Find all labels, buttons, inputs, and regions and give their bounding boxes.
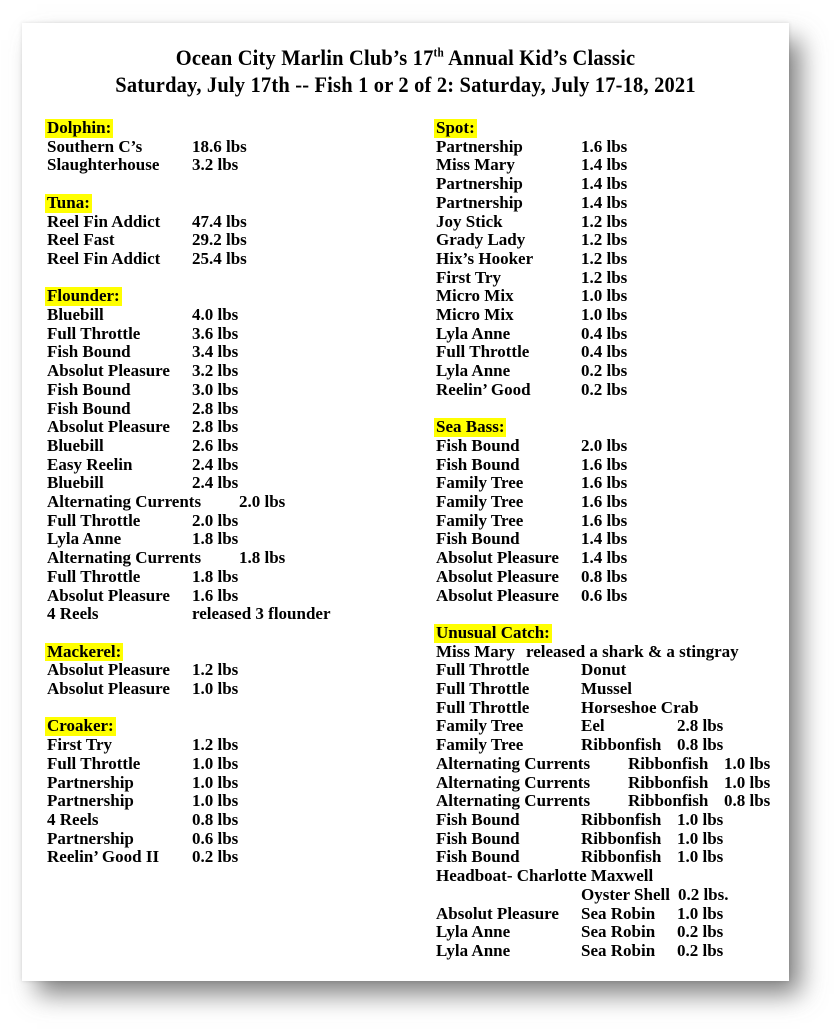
result-value: 1.2 lbs: [192, 660, 239, 680]
result-value: 0.8 lbs: [192, 809, 239, 829]
weight: 0.2 lbs: [677, 922, 724, 942]
boat-name: Absolut Pleasure: [47, 361, 170, 381]
result-row: [436, 437, 789, 456]
title-ordinal-superscript: th: [433, 45, 444, 60]
catch-type: Sea Robin: [581, 940, 656, 960]
results-column-right: [436, 119, 789, 979]
result-row: [436, 250, 789, 269]
result-value: 1.0 lbs: [581, 286, 628, 306]
boat-name: Partnership: [436, 174, 523, 194]
boat-name: Lyla Anne: [436, 940, 511, 960]
result-row: [436, 530, 789, 549]
result-row: [436, 343, 789, 362]
boat-name: Family Tree: [436, 473, 524, 493]
result-row: [436, 848, 789, 867]
boat-name: Full Throttle: [47, 510, 141, 530]
result-row: [47, 755, 436, 774]
boat-name: Lyla Anne: [436, 922, 511, 942]
result-row: [436, 923, 789, 942]
boat-name: First Try: [47, 735, 112, 755]
boat-name: Family Tree: [436, 510, 524, 530]
result-value: Horseshoe Crab: [581, 697, 699, 717]
result-row: [436, 306, 789, 325]
result-value: 1.4 lbs: [581, 174, 628, 194]
result-row: [436, 643, 789, 662]
boat-name: Reelin’ Good II: [47, 847, 160, 867]
boat-name: Fish Bound: [47, 398, 131, 418]
boat-name: Alternating Currents: [47, 548, 202, 568]
weight: 0.2 lbs: [677, 940, 724, 960]
result-row: [47, 325, 436, 344]
result-row: [436, 362, 789, 381]
weight: 1.0 lbs: [724, 753, 771, 773]
boat-name: Bluebill: [47, 435, 104, 455]
result-value: 1.8 lbs: [192, 566, 239, 586]
title-line-1-text: Ocean City Marlin Club’s 17: [175, 45, 434, 70]
boat-name: Alternating Currents: [436, 753, 591, 773]
weight: 1.0 lbs: [677, 809, 724, 829]
result-value: 1.8 lbs: [192, 529, 239, 549]
result-value: 0.2 lbs: [581, 379, 628, 399]
result-value: 1.6 lbs: [581, 136, 628, 156]
result-row: [47, 568, 436, 587]
section-flounder: [47, 287, 436, 624]
catch-type: Ribbonfish: [581, 809, 662, 829]
section-header-row: [47, 194, 436, 213]
weight: 0.8 lbs: [724, 791, 771, 811]
boat-name: Micro Mix: [436, 286, 514, 306]
result-row: [47, 549, 436, 568]
result-row: [47, 530, 436, 549]
result-value: 0.8 lbs: [581, 566, 628, 586]
section-mackerel: [47, 643, 436, 699]
result-value: 0.4 lbs: [581, 323, 628, 343]
boat-name: Alternating Currents: [436, 791, 591, 811]
boat-name: Fish Bound: [47, 342, 131, 362]
result-value: 1.6 lbs: [192, 585, 239, 605]
result-row: [47, 362, 436, 381]
catch-type: Ribbonfish: [628, 753, 709, 773]
result-value: 4.0 lbs: [192, 305, 239, 324]
result-value: 0.2 lbs: [581, 361, 628, 381]
result-row: [436, 325, 789, 344]
boat-name: Family Tree: [436, 716, 524, 736]
catch-type: Ribbonfish: [628, 772, 709, 792]
section-header: Unusual Catch:: [436, 622, 550, 642]
result-value: 1.2 lbs: [581, 267, 628, 287]
result-value: 0.6 lbs: [192, 828, 239, 848]
title-line-2: Saturday, July 17th -- Fish 1 or 2 of 2: Saturday, July 17-18, 2021: [115, 72, 696, 97]
section-header: Sea Bass:: [436, 417, 505, 437]
section-header: Dolphin:: [47, 118, 112, 137]
result-row: [47, 493, 436, 512]
section-header-row: [47, 717, 436, 736]
boat-name: Reel Fast: [47, 230, 115, 250]
catch-type: Ribbonfish: [581, 828, 662, 848]
boat-name: Absolut Pleasure: [47, 417, 170, 437]
catch-type: Oyster Shell: [581, 884, 670, 904]
boat-name: Fish Bound: [436, 847, 520, 867]
result-value: 3.4 lbs: [192, 342, 239, 362]
section-header: Croaker:: [47, 716, 114, 736]
result-value: 25.4 lbs: [192, 248, 247, 268]
boat-name: Full Throttle: [436, 342, 530, 362]
result-row: [436, 156, 789, 175]
boat-name: Lyla Anne: [436, 323, 511, 343]
section-header-row: [47, 643, 436, 662]
result-value: Donut: [581, 660, 627, 680]
result-row: [47, 400, 436, 419]
boat-name: Absolut Pleasure: [47, 660, 170, 680]
result-row: [436, 867, 789, 886]
boat-name: Absolut Pleasure: [436, 585, 559, 605]
boat-name: Bluebill: [47, 473, 104, 493]
section-header: Tuna:: [47, 192, 90, 212]
weight: 0.8 lbs: [677, 735, 724, 755]
result-value: 1.0 lbs: [581, 305, 628, 325]
boat-name: Full Throttle: [47, 566, 141, 586]
result-row: [436, 138, 789, 157]
boat-name: Partnership: [47, 791, 134, 811]
boat-name: Full Throttle: [436, 697, 530, 717]
boat-name: Full Throttle: [47, 753, 141, 773]
boat-name: Absolut Pleasure: [436, 903, 559, 923]
result-value: 3.2 lbs: [192, 155, 239, 175]
section-header: Flounder:: [47, 286, 120, 306]
result-row: [47, 306, 436, 325]
result-value: 18.6 lbs: [192, 136, 247, 156]
result-row: [47, 250, 436, 269]
result-value: 2.0 lbs: [581, 435, 628, 455]
boat-name: Hix’s Hooker: [436, 248, 534, 268]
boat-name: Bluebill: [47, 305, 104, 324]
result-row: [47, 587, 436, 606]
result-row: [47, 231, 436, 250]
section-spot: [436, 119, 789, 400]
result-value: 3.0 lbs: [192, 379, 239, 399]
boat-name: Partnership: [47, 828, 134, 848]
result-row: [436, 587, 789, 606]
boat-name: Grady Lady: [436, 230, 526, 250]
weight: 1.0 lbs: [677, 847, 724, 867]
result-value: 1.4 lbs: [581, 529, 628, 549]
section-header: Mackerel:: [47, 641, 122, 661]
result-value: 1.2 lbs: [192, 735, 239, 755]
result-row: [47, 381, 436, 400]
result-row: [436, 905, 789, 924]
section-dolphin: [47, 119, 436, 175]
boat-name: Fish Bound: [436, 454, 520, 474]
section-header: Spot:: [436, 118, 475, 137]
weight: 2.8 lbs: [677, 716, 724, 736]
boat-name: Full Throttle: [436, 679, 530, 699]
result-row: [47, 830, 436, 849]
boat-name: Absolut Pleasure: [436, 548, 559, 568]
result-row: [436, 549, 789, 568]
section-header-row: [47, 119, 436, 138]
result-value: 2.0 lbs: [239, 492, 286, 512]
boat-name: 4 Reels: [47, 809, 99, 829]
result-value: 2.0 lbs: [192, 510, 239, 530]
result-row: [436, 269, 789, 288]
result-row: [47, 456, 436, 475]
result-row: [47, 418, 436, 437]
results-column-left: [47, 119, 436, 979]
result-row: [436, 568, 789, 587]
catch-type: Sea Robin: [581, 903, 656, 923]
results-columns: [22, 119, 789, 979]
result-row: [47, 474, 436, 493]
catch-type: Ribbonfish: [581, 847, 662, 867]
weight: 1.0 lbs: [677, 903, 724, 923]
result-row: [436, 717, 789, 736]
result-value: 0.6 lbs: [581, 585, 628, 605]
result-value: 0.4 lbs: [581, 342, 628, 362]
result-value: 1.0 lbs: [192, 753, 239, 773]
result-row: [436, 736, 789, 755]
result-value: released a shark & a stingray: [526, 641, 739, 661]
weight: 1.0 lbs: [724, 772, 771, 792]
row-text: Headboat- Charlotte Maxwell: [436, 866, 654, 886]
result-value: 0.2 lbs: [192, 847, 239, 867]
result-value: released 3 flounder: [192, 604, 331, 624]
boat-name: Family Tree: [436, 735, 524, 755]
boat-name: Easy Reelin: [47, 454, 133, 474]
result-row: [436, 792, 789, 811]
boat-name: Full Throttle: [47, 323, 141, 343]
boat-name: Fish Bound: [47, 379, 131, 399]
result-value: 2.6 lbs: [192, 435, 239, 455]
boat-name: Absolut Pleasure: [47, 679, 170, 699]
boat-name: 4 Reels: [47, 604, 99, 624]
section-sea-bass: [436, 418, 789, 605]
result-row: [436, 175, 789, 194]
boat-name: Alternating Currents: [436, 772, 591, 792]
result-row: [47, 156, 436, 175]
result-value: 1.4 lbs: [581, 548, 628, 568]
boat-name: Miss Mary: [436, 155, 515, 175]
result-row: [436, 699, 789, 718]
title-line-1-text-tail: Annual Kid’s Classic: [443, 45, 636, 70]
result-value: 47.4 lbs: [192, 211, 247, 231]
boat-name: [436, 886, 581, 905]
boat-name: Family Tree: [436, 492, 524, 512]
result-row: [436, 811, 789, 830]
result-row: [47, 512, 436, 531]
boat-name: Fish Bound: [436, 809, 520, 829]
result-row: [436, 474, 789, 493]
result-value: 2.8 lbs: [192, 417, 239, 437]
catch-type: Ribbonfish: [628, 791, 709, 811]
boat-name: First Try: [436, 267, 501, 287]
section-header-row: [47, 287, 436, 306]
result-value: 1.0 lbs: [192, 772, 239, 792]
result-row: [436, 456, 789, 475]
result-row: [47, 605, 436, 624]
section-unusual-catch: [436, 624, 789, 961]
result-row: [436, 886, 789, 905]
result-row: [47, 213, 436, 232]
result-row: [436, 774, 789, 793]
boat-name: Miss Mary: [436, 641, 515, 661]
result-value: 1.2 lbs: [581, 230, 628, 250]
result-value: Mussel: [581, 679, 632, 699]
boat-name: Partnership: [436, 136, 523, 156]
result-row: [47, 736, 436, 755]
result-row: [47, 811, 436, 830]
boat-name: Lyla Anne: [47, 529, 122, 549]
weight: 1.0 lbs: [677, 828, 724, 848]
boat-name: Joy Stick: [436, 211, 503, 231]
result-value: 2.4 lbs: [192, 454, 239, 474]
result-value: 1.8 lbs: [239, 548, 286, 568]
section-header-row: [436, 119, 789, 138]
boat-name: Slaughterhouse: [47, 155, 160, 175]
result-row: [436, 381, 789, 400]
result-row: [47, 343, 436, 362]
result-value: 1.6 lbs: [581, 473, 628, 493]
catch-type: Eel: [581, 716, 605, 736]
result-row: [436, 493, 789, 512]
paper-page: [22, 23, 789, 981]
result-value: 1.2 lbs: [581, 211, 628, 231]
result-row: [47, 680, 436, 699]
result-row: [436, 942, 789, 961]
boat-name: Micro Mix: [436, 305, 514, 325]
result-value: 1.6 lbs: [581, 454, 628, 474]
weight: 0.2 lbs.: [677, 884, 729, 904]
section-header-row: [436, 418, 789, 437]
result-row: [436, 512, 789, 531]
result-row: [47, 138, 436, 157]
result-value: 1.6 lbs: [581, 492, 628, 512]
result-row: [47, 661, 436, 680]
result-value: 2.8 lbs: [192, 398, 239, 418]
title-line-1: [49, 44, 762, 71]
result-row: [436, 287, 789, 306]
boat-name: Fish Bound: [436, 529, 520, 549]
result-row: [47, 792, 436, 811]
boat-name: Lyla Anne: [436, 361, 511, 381]
boat-name: Absolut Pleasure: [436, 566, 559, 586]
section-tuna: [47, 194, 436, 269]
result-value: 29.2 lbs: [192, 230, 247, 250]
result-row: [47, 848, 436, 867]
section-croaker: [47, 717, 436, 867]
boat-name: Absolut Pleasure: [47, 585, 170, 605]
catch-type: Sea Robin: [581, 922, 656, 942]
boat-name: Reel Fin Addict: [47, 211, 161, 231]
result-row: [436, 661, 789, 680]
result-value: 3.2 lbs: [192, 361, 239, 381]
boat-name: Reel Fin Addict: [47, 248, 161, 268]
boat-name: Partnership: [47, 772, 134, 792]
boat-name: Fish Bound: [436, 828, 520, 848]
catch-type: Ribbonfish: [581, 735, 662, 755]
result-row: [436, 830, 789, 849]
result-row: [436, 680, 789, 699]
section-header-row: [436, 624, 789, 643]
result-row: [436, 213, 789, 232]
result-value: 1.4 lbs: [581, 192, 628, 212]
result-value: 1.0 lbs: [192, 791, 239, 811]
result-row: [436, 194, 789, 213]
boat-name: Reelin’ Good: [436, 379, 531, 399]
result-row: [47, 437, 436, 456]
result-value: 2.4 lbs: [192, 473, 239, 493]
boat-name: Fish Bound: [436, 435, 520, 455]
boat-name: Partnership: [436, 192, 523, 212]
boat-name: Full Throttle: [436, 660, 530, 680]
document-title: [22, 23, 789, 98]
result-row: [47, 774, 436, 793]
result-value: 1.6 lbs: [581, 510, 628, 530]
result-value: 1.4 lbs: [581, 155, 628, 175]
boat-name: Southern C’s: [47, 136, 143, 156]
result-row: [436, 231, 789, 250]
result-value: 1.0 lbs: [192, 679, 239, 699]
boat-name: Alternating Currents: [47, 492, 202, 512]
result-value: 3.6 lbs: [192, 323, 239, 343]
result-value: 1.2 lbs: [581, 248, 628, 268]
result-row: [436, 755, 789, 774]
